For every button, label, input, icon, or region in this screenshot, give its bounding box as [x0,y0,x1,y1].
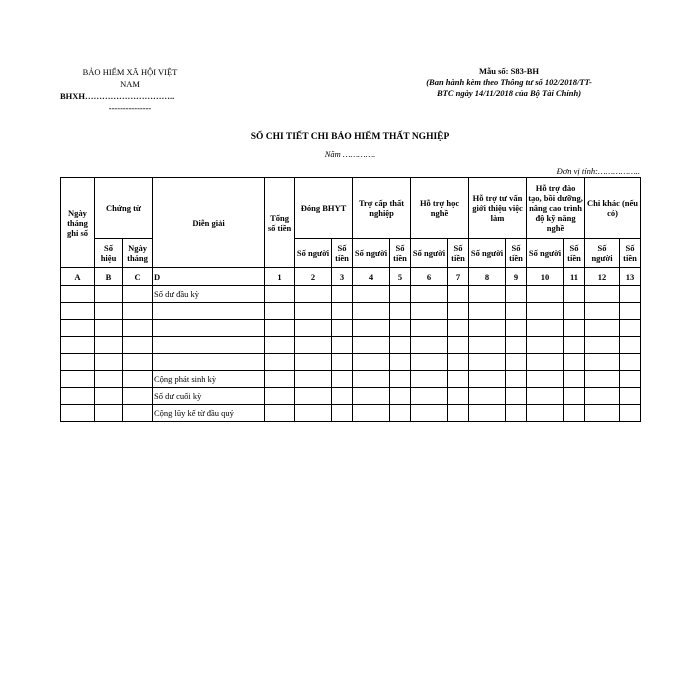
table-cell [620,320,641,337]
table-cell [469,371,506,388]
table-cell [585,286,620,303]
table-cell [620,388,641,405]
column-index: 3 [332,268,353,286]
table-cell [390,388,411,405]
sub-header-people: Số người [527,239,564,268]
table-cell [585,354,620,371]
table-cell [620,303,641,320]
table-cell [95,405,123,422]
table-cell [620,354,641,371]
table-cell [123,286,153,303]
column-index: 7 [448,268,469,286]
table-cell [620,337,641,354]
column-index: D [153,268,265,286]
table-cell [469,337,506,354]
column-index: 13 [620,268,641,286]
table-cell [411,354,448,371]
table-cell [448,286,469,303]
table-cell [411,303,448,320]
table-cell [95,371,123,388]
ledger-table [60,177,641,422]
table-row [61,320,641,337]
group-header-skills-training: Hỗ trợ đào tạo, bồi dưỡng, nâng cao trình độ kỹ năng nghề [527,178,585,239]
table-cell [265,320,295,337]
table-cell [295,303,332,320]
table-cell [564,354,585,371]
column-index: 11 [564,268,585,286]
table-cell [564,320,585,337]
column-index: 9 [506,268,527,286]
sub-header-people: Số người [295,239,332,268]
row-description: Số dư đầu kỳ [153,286,265,303]
table-cell [353,337,390,354]
table-cell [61,286,95,303]
table-cell [527,337,564,354]
table-cell [585,405,620,422]
form-code-header [404,66,614,99]
row-description [153,337,265,354]
table-cell [564,303,585,320]
column-index: 1 [265,268,295,286]
table-cell [506,286,527,303]
table-cell [469,388,506,405]
table-cell [564,405,585,422]
table-cell [585,303,620,320]
table-cell [353,371,390,388]
table-cell [265,303,295,320]
agency-name-line1: BẢO HIỂM XÃ HỘI VIỆT [82,67,178,77]
column-index: 4 [353,268,390,286]
table-cell [95,303,123,320]
column-index: 5 [390,268,411,286]
table-cell [527,286,564,303]
table-cell [265,337,295,354]
col-total-header: Tổng số tiền [265,178,295,268]
table-row [61,388,641,405]
table-cell [411,371,448,388]
column-index: 8 [469,268,506,286]
table-cell [353,286,390,303]
col-voucher-number-header: Số hiệu [95,239,123,268]
table-cell [564,371,585,388]
table-cell [61,303,95,320]
table-cell [585,337,620,354]
table-cell [265,286,295,303]
table-cell [390,371,411,388]
agency-name-line2: NAM [120,79,140,89]
table-cell [123,320,153,337]
table-cell [527,371,564,388]
table-cell [353,405,390,422]
table-cell [411,388,448,405]
table-cell [448,388,469,405]
table-cell [469,303,506,320]
table-cell [332,405,353,422]
table-cell [620,371,641,388]
col-voucher-date-header: Ngày tháng [123,239,153,268]
group-header-job-consulting: Hỗ trợ tư vấn giới thiệu việc làm [469,178,527,239]
table-cell [506,371,527,388]
table-cell [123,303,153,320]
table-cell [411,286,448,303]
table-cell [527,354,564,371]
table-row [61,303,641,320]
form-code: Mẫu số: S83-BH [479,66,539,76]
table-row [61,337,641,354]
table-cell [564,286,585,303]
table-cell [448,337,469,354]
col-date-header: Ngày tháng ghi sổ [61,178,95,268]
table-cell [123,405,153,422]
table-cell [506,388,527,405]
table-cell [332,303,353,320]
table-cell [265,388,295,405]
table-cell [506,303,527,320]
table-cell [95,320,123,337]
table-cell [390,286,411,303]
column-index: 12 [585,268,620,286]
table-cell [123,388,153,405]
group-header-other: Chi khác (nếu có) [585,178,641,239]
table-cell [506,354,527,371]
table-cell [469,320,506,337]
table-cell [585,320,620,337]
table-cell [295,354,332,371]
table-cell [585,388,620,405]
table-cell [353,303,390,320]
sub-header-people: Số người [585,239,620,268]
row-description: Cộng phát sinh kỳ [153,371,265,388]
row-description [153,354,265,371]
sub-header-amount: Số tiền [620,239,641,268]
table-row [61,405,641,422]
table-cell [95,354,123,371]
table-cell [61,388,95,405]
table-cell [332,320,353,337]
table-cell [295,388,332,405]
document-title: SỔ CHI TIẾT CHI BẢO HIỂM THẤT NGHIỆP [250,132,450,142]
table-cell [469,405,506,422]
table-cell [411,405,448,422]
circular-note-line2: BTC ngày 14/11/2018 của Bộ Tài Chính) [436,88,582,98]
sub-header-amount: Số tiền [390,239,411,268]
table-cell [123,337,153,354]
table-cell [332,371,353,388]
col-voucher-header: Chứng từ [95,178,153,239]
table-cell [448,405,469,422]
table-cell [564,388,585,405]
table-cell [448,371,469,388]
header-dash-line: --------------- [108,103,152,113]
table-cell [61,354,95,371]
table-cell [527,405,564,422]
table-cell [61,371,95,388]
row-description: Số dư cuối kỳ [153,388,265,405]
sub-header-people: Số người [411,239,448,268]
table-cell [332,337,353,354]
unit-of-measure: Đơn vị tính:…………….. [556,166,640,176]
table-cell [332,286,353,303]
table-cell [265,405,295,422]
table-row [61,286,641,303]
group-header-unemployment-allowance: Trợ cấp thất nghiệp [353,178,411,239]
table-cell [295,337,332,354]
table-row [61,354,641,371]
table-cell [95,388,123,405]
table-cell [564,337,585,354]
table-cell [61,337,95,354]
table-cell [123,371,153,388]
branch-unit-line: BHXH………………………….. [60,91,175,101]
column-index: B [95,268,123,286]
table-cell [353,320,390,337]
col-description-header: Diễn giải [153,178,265,268]
table-cell [295,320,332,337]
column-index: 10 [527,268,564,286]
table-cell [390,337,411,354]
table-cell [527,388,564,405]
table-cell [506,405,527,422]
table-cell [95,286,123,303]
table-cell [448,320,469,337]
table-cell [469,354,506,371]
sub-header-amount: Số tiền [564,239,585,268]
table-cell [390,405,411,422]
column-index-row [61,268,641,286]
column-index: 2 [295,268,332,286]
table-cell [411,337,448,354]
table-cell [390,354,411,371]
table-cell [390,303,411,320]
sub-header-amount: Số tiền [448,239,469,268]
row-description [153,303,265,320]
table-cell [527,303,564,320]
agency-header [60,66,200,114]
table-cell [353,354,390,371]
table-cell [332,388,353,405]
table-cell [620,286,641,303]
year-line: Năm …………. [324,149,376,159]
sub-header-people: Số người [353,239,390,268]
circular-note-line1: (Ban hành kèm theo Thông tư số 102/2018/TT- [426,77,592,87]
row-description [153,320,265,337]
table-cell [469,286,506,303]
table-cell [295,371,332,388]
group-header-health-insurance: Đóng BHYT [295,178,353,239]
table-cell [295,286,332,303]
table-cell [61,320,95,337]
group-header-vocational-support: Hỗ trợ học nghề [411,178,469,239]
sub-header-amount: Số tiền [506,239,527,268]
table-cell [295,405,332,422]
table-cell [123,354,153,371]
table-row [61,371,641,388]
sub-header-amount: Số tiền [332,239,353,268]
table-cell [620,405,641,422]
table-cell [265,354,295,371]
table-cell [353,388,390,405]
table-cell [448,303,469,320]
table-cell [95,337,123,354]
table-cell [527,320,564,337]
table-cell [390,320,411,337]
table-cell [585,371,620,388]
table-cell [448,354,469,371]
table-cell [332,354,353,371]
column-index: A [61,268,95,286]
table-cell [411,320,448,337]
table-cell [506,320,527,337]
table-cell [265,371,295,388]
table-cell [506,337,527,354]
ledger-body [61,286,641,422]
column-index: C [123,268,153,286]
column-index: 6 [411,268,448,286]
row-description: Cộng lũy kế từ đầu quý [153,405,265,422]
sub-header-people: Số người [469,239,506,268]
table-cell [61,405,95,422]
